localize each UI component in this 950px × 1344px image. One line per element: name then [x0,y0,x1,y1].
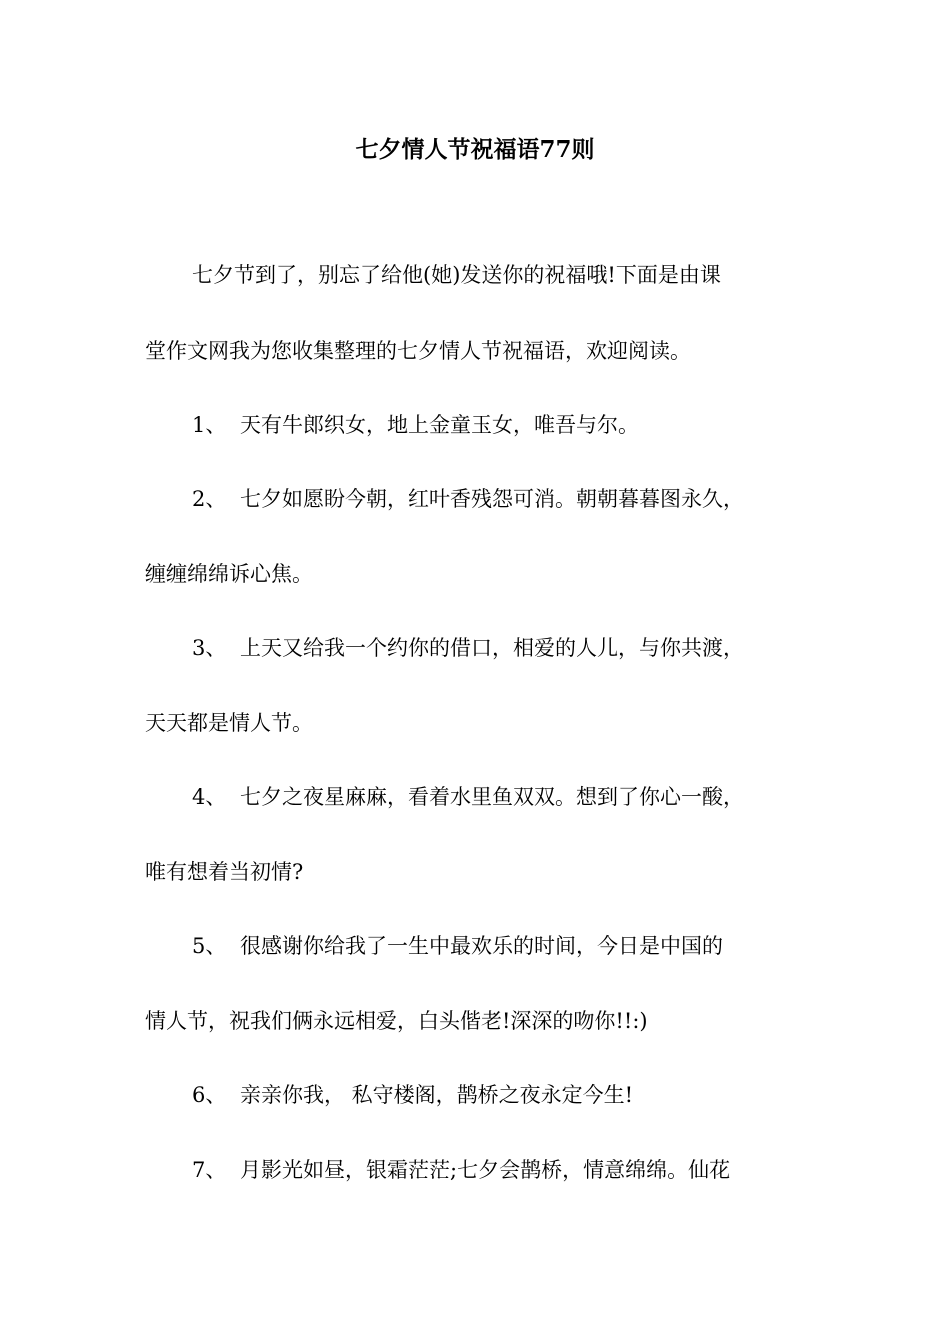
list-item-7 [192,1154,730,1186]
item-text: 亲亲你我， 私守楼阁，鹊桥之夜永定今生! [240,1083,634,1107]
list-item-3-continuation: 天天都是情人节。 [145,711,313,735]
list-item-6 [192,1079,633,1111]
item-text: 七夕之夜星麻麻，看着水里鱼双双。想到了你心一酸， [240,785,744,809]
list-item-5-continuation: 情人节，祝我们俩永远相爱，白头偕老!深深的吻你!!:) [145,1009,648,1033]
item-number: 1、 [192,413,227,437]
item-number: 3、 [192,636,227,660]
item-number: 7、 [192,1158,227,1182]
intro-line-2: 堂作文网我为您收集整理的七夕情人节祝福语，欢迎阅读。 [145,339,691,363]
list-item-2-continuation: 缠缠绵绵诉心焦。 [145,562,313,586]
list-item-5 [192,930,723,962]
list-item-3 [192,632,744,664]
item-number: 4、 [192,785,227,809]
item-number: 6、 [192,1083,227,1107]
list-item-2 [192,483,744,515]
list-item-4 [192,781,744,813]
item-text: 天有牛郎织女，地上金童玉女，唯吾与尔。 [240,413,639,437]
item-number: 2、 [192,487,227,511]
item-text: 上天又给我一个约你的借口，相爱的人儿，与你共渡， [240,636,744,660]
item-text: 七夕如愿盼今朝，红叶香残怨可消。朝朝暮暮图永久， [240,487,744,511]
item-number: 5、 [192,934,227,958]
item-text: 月影光如昼，银霜茫茫;七夕会鹊桥，情意绵绵。仙花 [240,1158,731,1182]
list-item-4-continuation: 唯有想着当初情? [145,860,304,884]
intro-line-1: 七夕节到了，别忘了给他(她)发送你的祝福哦!下面是由课 [192,263,721,287]
list-item-1 [192,409,639,441]
document-title: 七夕情人节祝福语77则 [355,136,595,163]
item-text: 很感谢你给我了一生中最欢乐的时间，今日是中国的 [240,934,723,958]
